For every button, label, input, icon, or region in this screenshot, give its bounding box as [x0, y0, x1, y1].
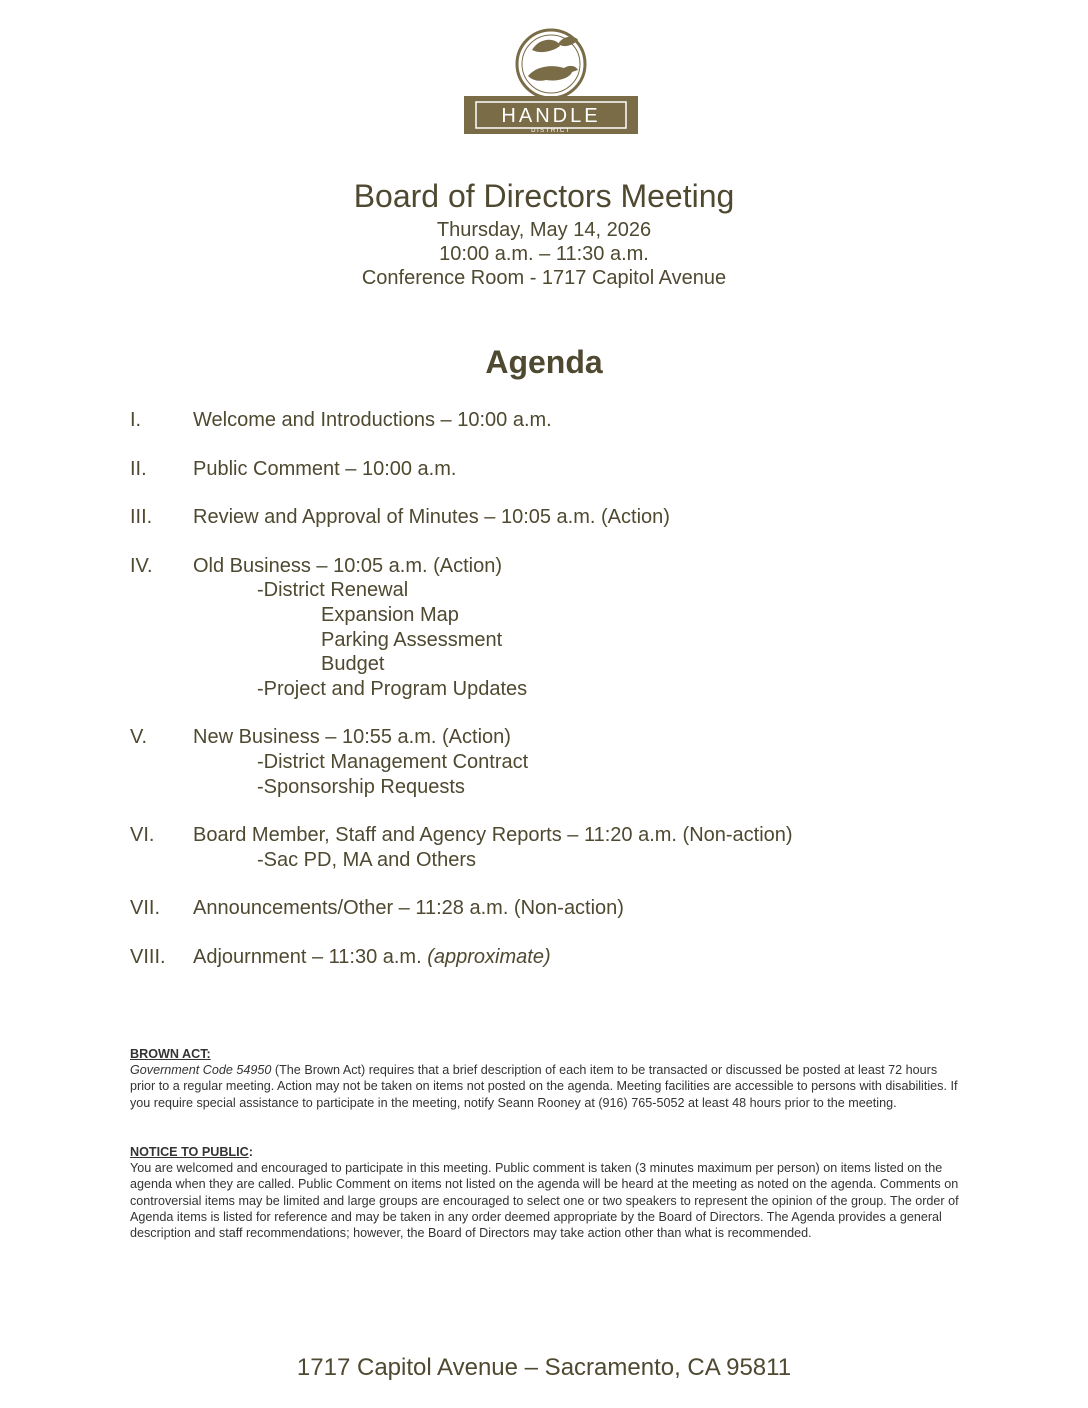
agenda-subitem: -Project and Program Updates [257, 677, 528, 700]
agenda-item-text: Welcome and Introductions – 10:00 a.m. [193, 409, 552, 431]
notice-section [130, 1144, 960, 1241]
agenda-item-text: Public Comment – 10:00 a.m. [193, 457, 457, 480]
agenda-subitem: -Sponsorship Requests [257, 775, 465, 798]
agenda-item-number: V. [130, 726, 148, 749]
agenda-item-note: (approximate) [427, 945, 551, 968]
agenda-subitem: -District Renewal [257, 579, 409, 602]
agenda-item [130, 408, 1010, 433]
agenda-item [130, 505, 1010, 530]
handle-district-logo [460, 26, 642, 140]
agenda-item-text-wrap [193, 945, 1010, 970]
agenda-item [130, 457, 1010, 482]
brown-act-text: (The Brown Act) requires that a brief description of each item to be transacted or discussed be posted at least 72 hours prior to a regular meeting. Action may not be taken on items not posted on the agenda. Meeting facilities are accessible to persons with disabilities. If you require special assistance to participate in the meeting, notify Seann Rooney at (916) 765-5052 at least 48 hours prior to the meeting. [130, 1063, 958, 1110]
meeting-location: Conference Room - 1717 Capitol Avenue [361, 267, 727, 289]
agenda-subitem: Budget [321, 653, 385, 676]
notice-colon: : [248, 1145, 253, 1159]
agenda-item-number: II. [130, 457, 147, 480]
agenda-item-text: Old Business – 10:05 a.m. (Action) [193, 554, 503, 577]
notice-heading: NOTICE TO PUBLIC [130, 1145, 249, 1159]
agenda-item [130, 945, 1010, 970]
agenda-item-number: I. [130, 409, 142, 431]
brown-act-heading: BROWN ACT: [130, 1047, 211, 1061]
agenda-item-number: VIII. [130, 945, 166, 968]
footer-address: 1717 Capitol Avenue – Sacramento, CA 95811 [296, 1354, 792, 1381]
agenda-heading: Agenda [485, 344, 603, 380]
agenda-item-number: VI. [130, 824, 155, 847]
agenda-item-text: Adjournment – 11:30 a.m. [193, 945, 428, 968]
meeting-title: Board of Directors Meeting [353, 178, 735, 214]
meeting-date: Thursday, May 14, 2026 [436, 219, 652, 241]
agenda-item [130, 896, 1010, 921]
agenda-item-text: New Business – 10:55 a.m. (Action) [193, 726, 511, 749]
agenda-item [130, 823, 1010, 872]
agenda-subitem: Parking Assessment [321, 628, 503, 651]
agenda-subitem: -Sac PD, MA and Others [257, 848, 476, 871]
logo-text: HANDLE [501, 105, 601, 127]
brown-act-section [130, 1046, 960, 1111]
agenda-list [130, 408, 1010, 994]
agenda-item-text: Announcements/Other – 11:28 a.m. (Non-action) [193, 897, 624, 920]
logo-subtext: DISTRICT [531, 128, 571, 134]
agenda-item-number: IV. [130, 554, 153, 577]
agenda-item-number: III. [130, 506, 153, 529]
brown-act-body [130, 1062, 960, 1111]
agenda-item [130, 554, 1010, 702]
notice-body: You are welcomed and encouraged to participate in this meeting. Public comment is taken (3 minutes maximum per person) on items listed on the agenda when they are called. Public Comment on items not listed on the agenda will be heard at the meeting as noted on the agenda. Comments on controversial items may be limited and large groups are encouraged to select one or two speakers to represent the opinion of the group. The order of Agenda items is listed for reference and may be taken in any order deemed appropriate by the Board of Directors. The Agenda provides a general description and staff recommendations; however, the Board of Directors may take action other than what is recommended. [130, 1161, 959, 1241]
agenda-subitem: -District Management Contract [257, 750, 529, 773]
agenda-item-text: Board Member, Staff and Agency Reports – 11:20 a.m. (Non-action) [193, 824, 793, 847]
agenda-item [130, 725, 1010, 799]
agenda-item-text: Review and Approval of Minutes – 10:05 a.m. (Action) [193, 506, 670, 529]
agenda-item-number: VII. [130, 897, 161, 920]
meeting-time: 10:00 a.m. – 11:30 a.m. [439, 243, 649, 265]
brown-act-code: Government Code 54950 [130, 1063, 272, 1078]
agenda-subitem: Expansion Map [321, 603, 459, 626]
